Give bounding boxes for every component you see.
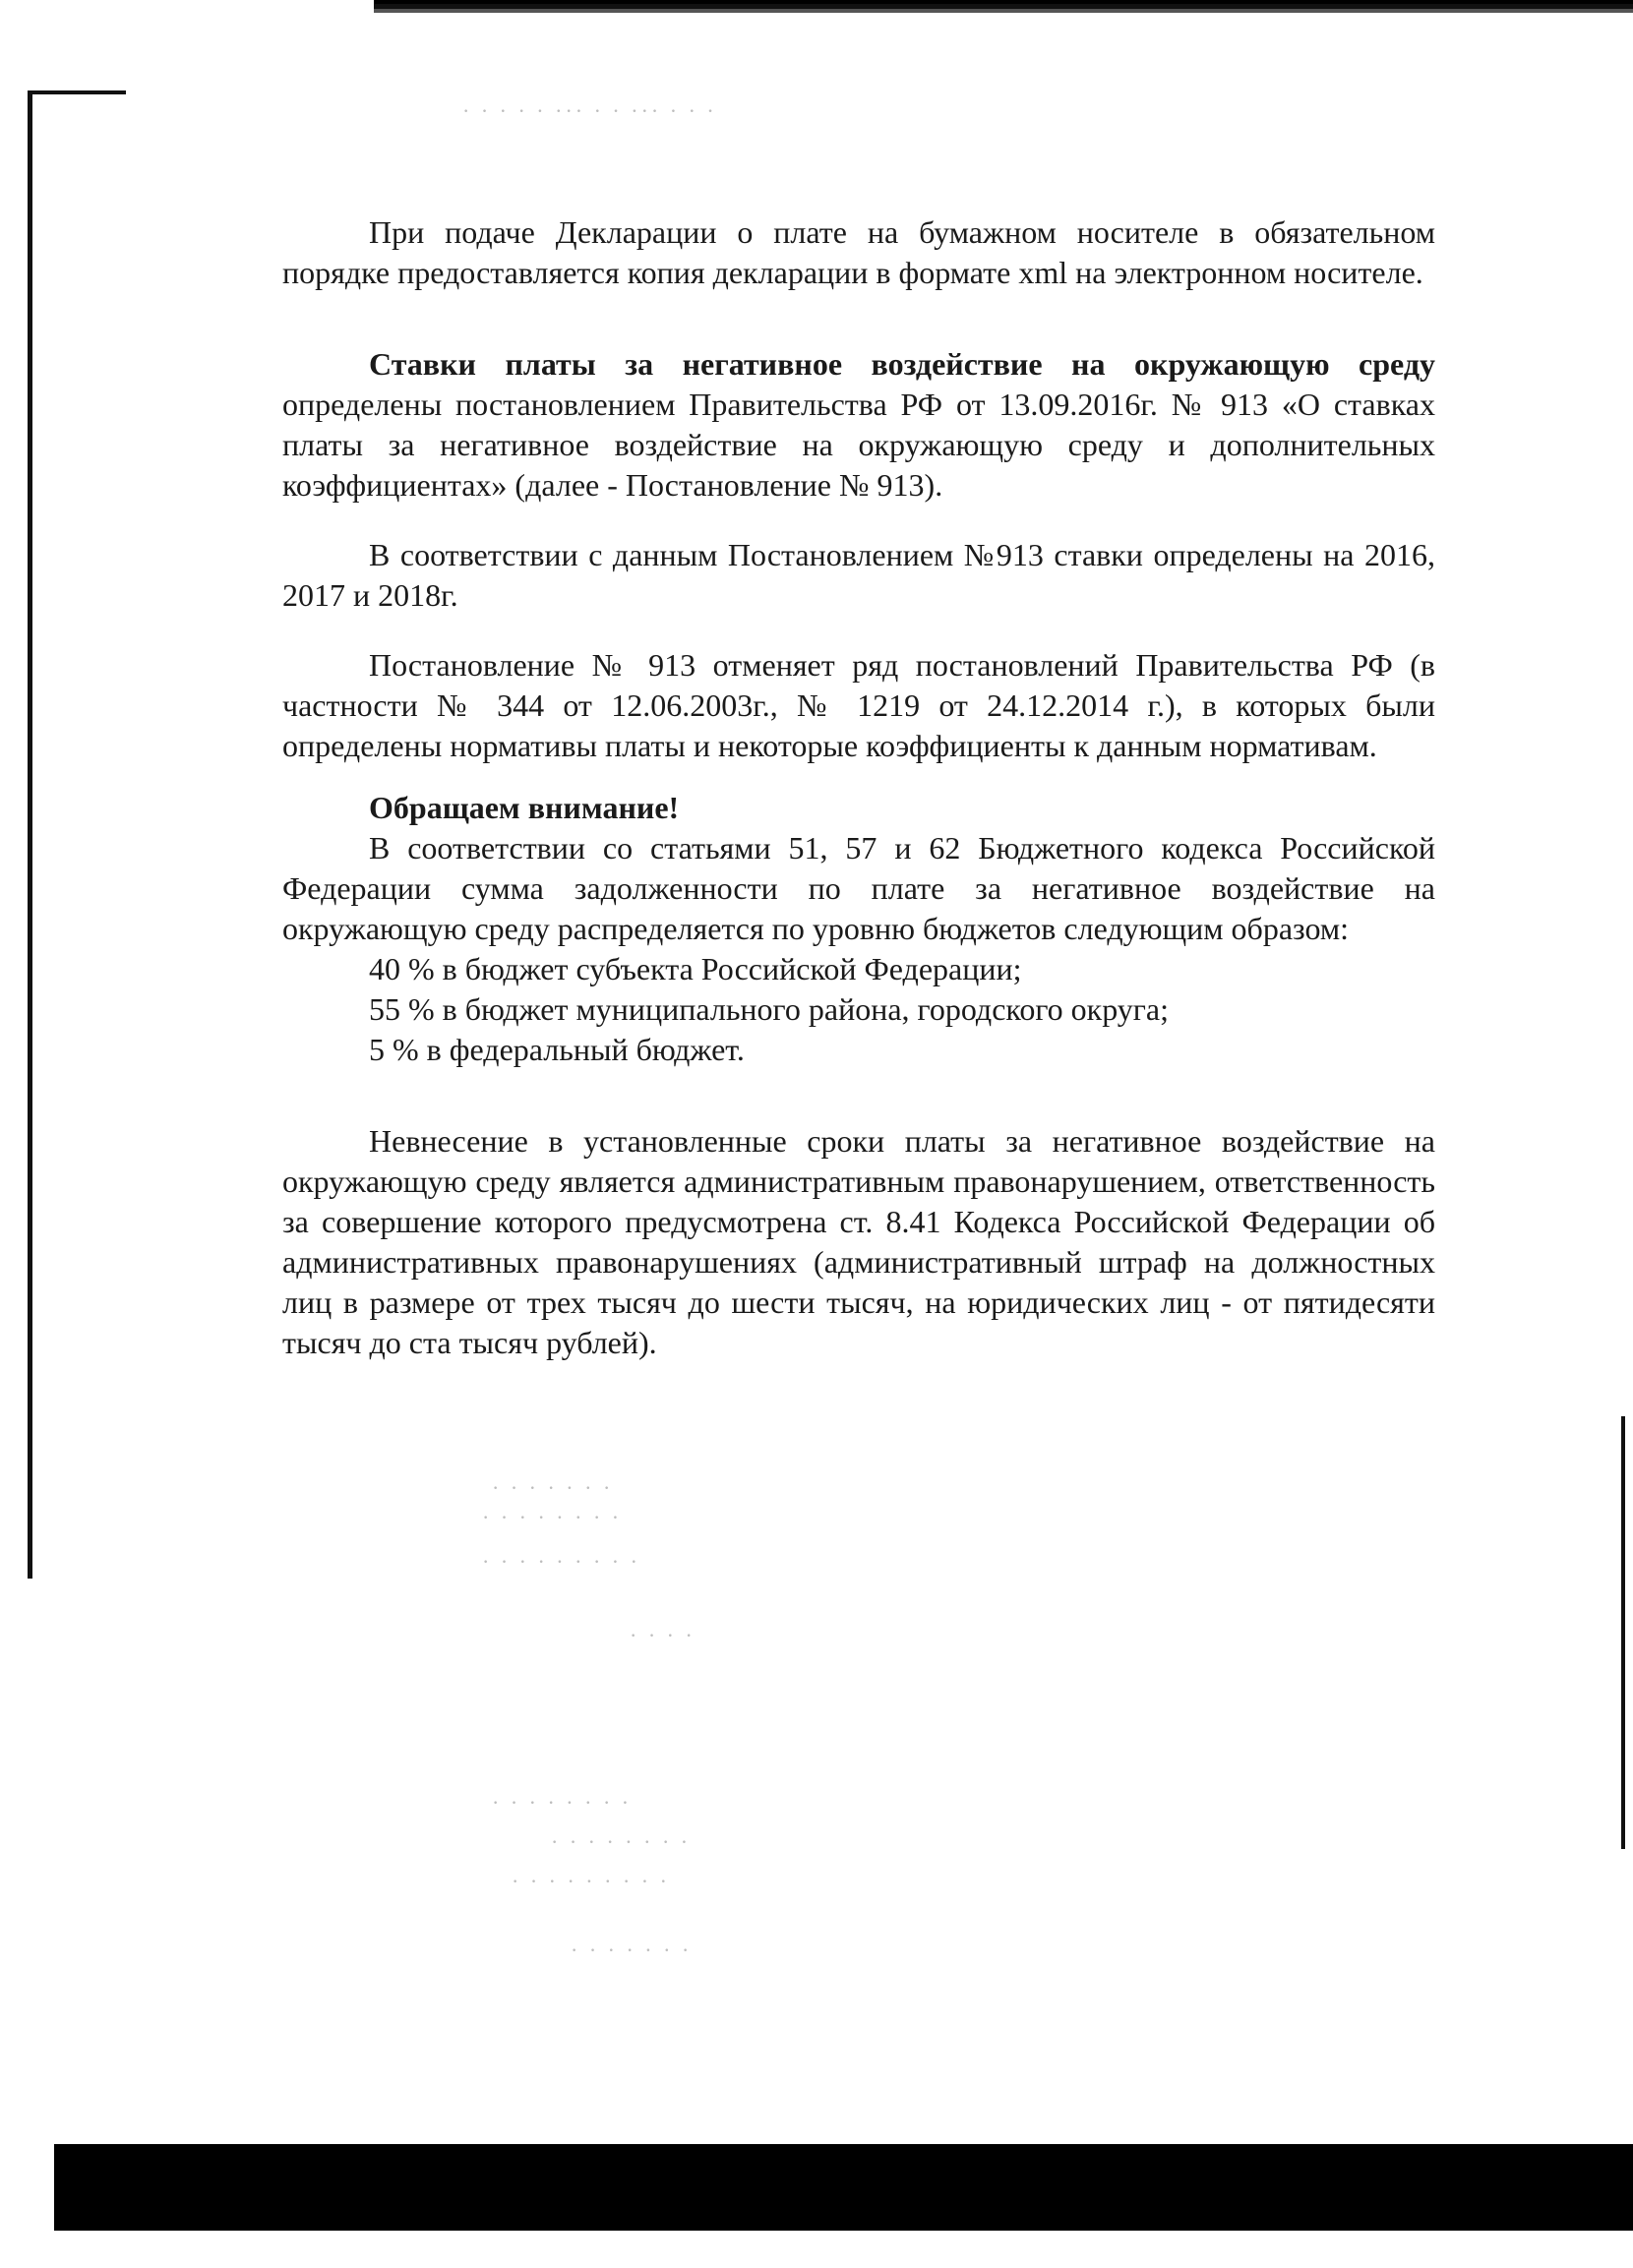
- paragraph-rates: [282, 344, 1435, 506]
- paragraph-xml-copy: При подаче Декларации о плате на бумажном носителе в обязательном порядке предоставляется копия декларации в формате xml на электронном носителе.: [282, 214, 1435, 290]
- rates-text: определены постановлением Правительства РФ от 13.09.2016г. № 913 «О ставках платы за негативное воздействие на окружающую среду и дополнительных коэффициентах» (далее - Постановление № 913).: [282, 387, 1435, 503]
- bleed-through-noise: · · · · · · ·: [492, 1475, 614, 1500]
- distribution-item: 40 % в бюджет субъекта Российской Федерации;: [369, 951, 1022, 986]
- distribution-item: 55 % в бюджет муниципального района, городского округа;: [369, 991, 1169, 1027]
- bleed-through-noise: · · · · · · · ·: [492, 1790, 633, 1815]
- paragraph-budget-distribution: В соответствии со статьями 51, 57 и 62 Бюджетного кодекса Российской Федерации сумма задолженности по плате за негативное воздействие на окружающую среду распределяется по уровню бюджетов следующим образом:: [282, 830, 1435, 946]
- scan-edge-right: [1621, 1416, 1625, 1849]
- bleed-through-noise: · · · · · · · ·: [482, 1505, 623, 1529]
- bleed-through-noise: · · · · · · · · ·: [482, 1549, 640, 1574]
- document-body: [282, 212, 1435, 1363]
- scan-corner-mark: [28, 90, 126, 94]
- paragraph-penalty: Невнесение в установленные сроки платы за негативное воздействие на окружающую среду является административным правонарушением, ответственность за совершение которого предусмотрена ст. 8.41 Кодекса Российской Федерации об административных правонарушениях (административный штраф на должностных лиц в размере от трех тысяч до шести тысяч, на юридических лиц - от пятидесяти тысяч до ста тысяч рублей).: [282, 1123, 1435, 1360]
- bleed-through-noise: · · · · · ··· · · ··· · · ·: [462, 98, 717, 123]
- bleed-through-noise: · · · · · · · ·: [551, 1829, 692, 1854]
- scan-edge-bottom: [54, 2144, 1633, 2231]
- paragraph-repealed-resolutions: Постановление № 913 отменяет ряд постановлений Правительства РФ (в частности № 344 от 12.06.2003г., № 1219 от 24.12.2014 г.), в которых были определены нормативы платы и некоторые коэффициенты к данным нормативам.: [282, 647, 1435, 763]
- distribution-list: [282, 949, 1435, 1070]
- bleed-through-noise: · · · ·: [630, 1623, 696, 1647]
- attention-heading: Обращаем внимание!: [369, 790, 680, 825]
- bleed-through-noise: · · · · · · · · ·: [512, 1869, 670, 1893]
- paragraph-rates-years: В соответствии с данным Постановлением №913 ставки определены на 2016, 2017 и 2018г.: [282, 537, 1435, 613]
- scan-edge-top-shadow: [374, 4, 1633, 20]
- distribution-item: 5 % в федеральный бюджет.: [369, 1032, 745, 1067]
- rates-heading: Ставки платы за негативное воздействие на окружающую среду: [369, 346, 1435, 382]
- bleed-through-noise: · · · · · · ·: [571, 1938, 693, 1962]
- scan-edge-left: [28, 93, 32, 1579]
